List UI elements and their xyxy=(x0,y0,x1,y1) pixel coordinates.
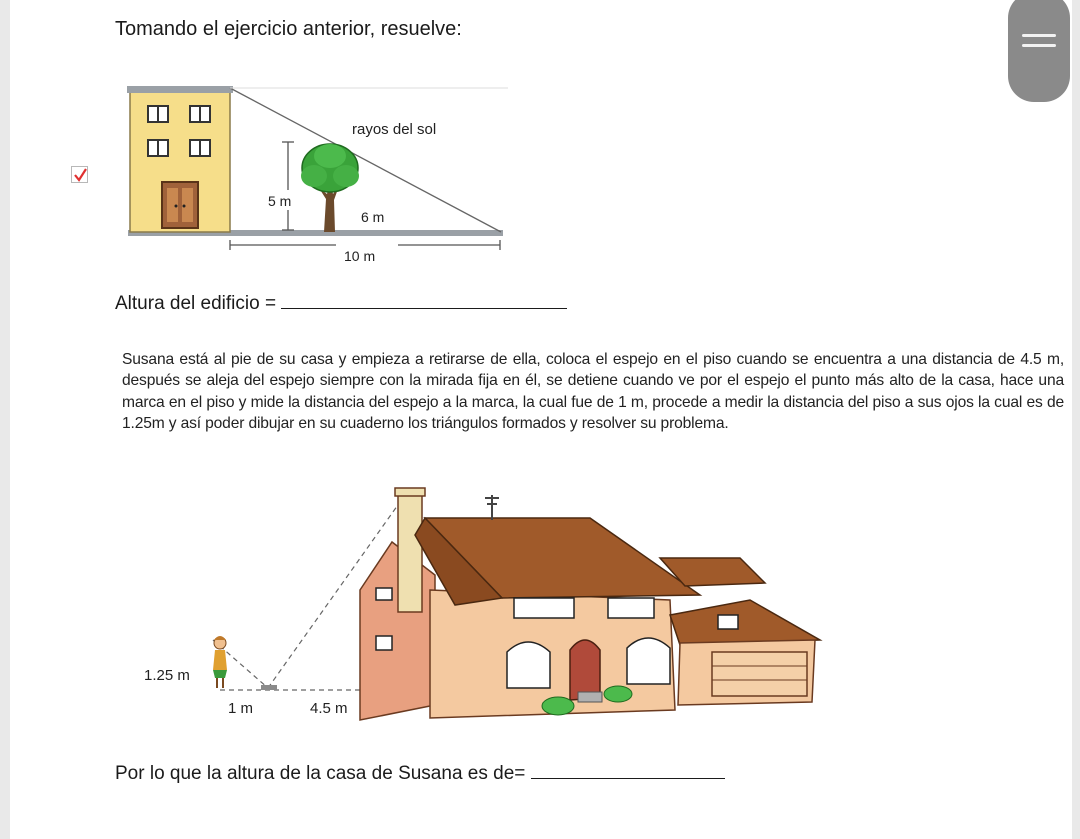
distance-label: 10 m xyxy=(344,248,376,264)
question-house-height-text: Por lo que la altura de la casa de Susana es de= xyxy=(115,763,526,784)
handle-grip-line xyxy=(1022,34,1056,37)
problem-paragraph: Susana está al pie de su casa y empieza a retirarse de ella, coloca el espejo en el piso cuando se encuentra a una distancia de 4.5 m, después se aleja del espejo siempre con la mirada fija en él, se detiene cuando ve por el espejo el punto más alto de la casa, hace una marca en el piso y mide la distancia del espejo a la marca, la cual fue de 1 m, procede a medir la distancia del piso a sus ojos la cual es de 1.25m y así poder dibujar en su cuaderno los triángulos formados y resolver su problema. xyxy=(122,351,1064,433)
checkbox[interactable] xyxy=(71,166,88,183)
shadow-length-label: 6 m xyxy=(361,209,385,225)
exercise-heading: Tomando el ejercicio anterior, resuelve: xyxy=(115,18,462,40)
mirror-to-house-label: 4.5 m xyxy=(310,700,348,717)
answer-blank-2[interactable] xyxy=(531,761,725,779)
tree-illustration xyxy=(301,144,359,232)
tree-height-label: 5 m xyxy=(268,193,292,209)
answer-blank-1[interactable] xyxy=(281,291,567,309)
check-icon xyxy=(72,167,89,184)
house-mirror-figure xyxy=(130,480,830,730)
sun-rays-label: rayos del sol xyxy=(352,121,437,138)
scroll-handle[interactable] xyxy=(1008,0,1070,102)
question-building-height xyxy=(115,291,567,315)
eye-height-label: 1.25 m xyxy=(144,667,190,684)
mirror-to-girl-label: 1 m xyxy=(228,700,254,717)
mirror xyxy=(261,685,277,690)
document-page xyxy=(10,0,1072,839)
question-building-height-text: Altura del edificio = xyxy=(115,293,277,314)
girl-illustration xyxy=(213,636,227,688)
building-illustration xyxy=(127,86,233,232)
house-illustration xyxy=(360,488,820,720)
handle-grip-line xyxy=(1022,44,1056,47)
building-shadow-figure xyxy=(118,84,513,269)
question-house-height xyxy=(115,761,725,785)
